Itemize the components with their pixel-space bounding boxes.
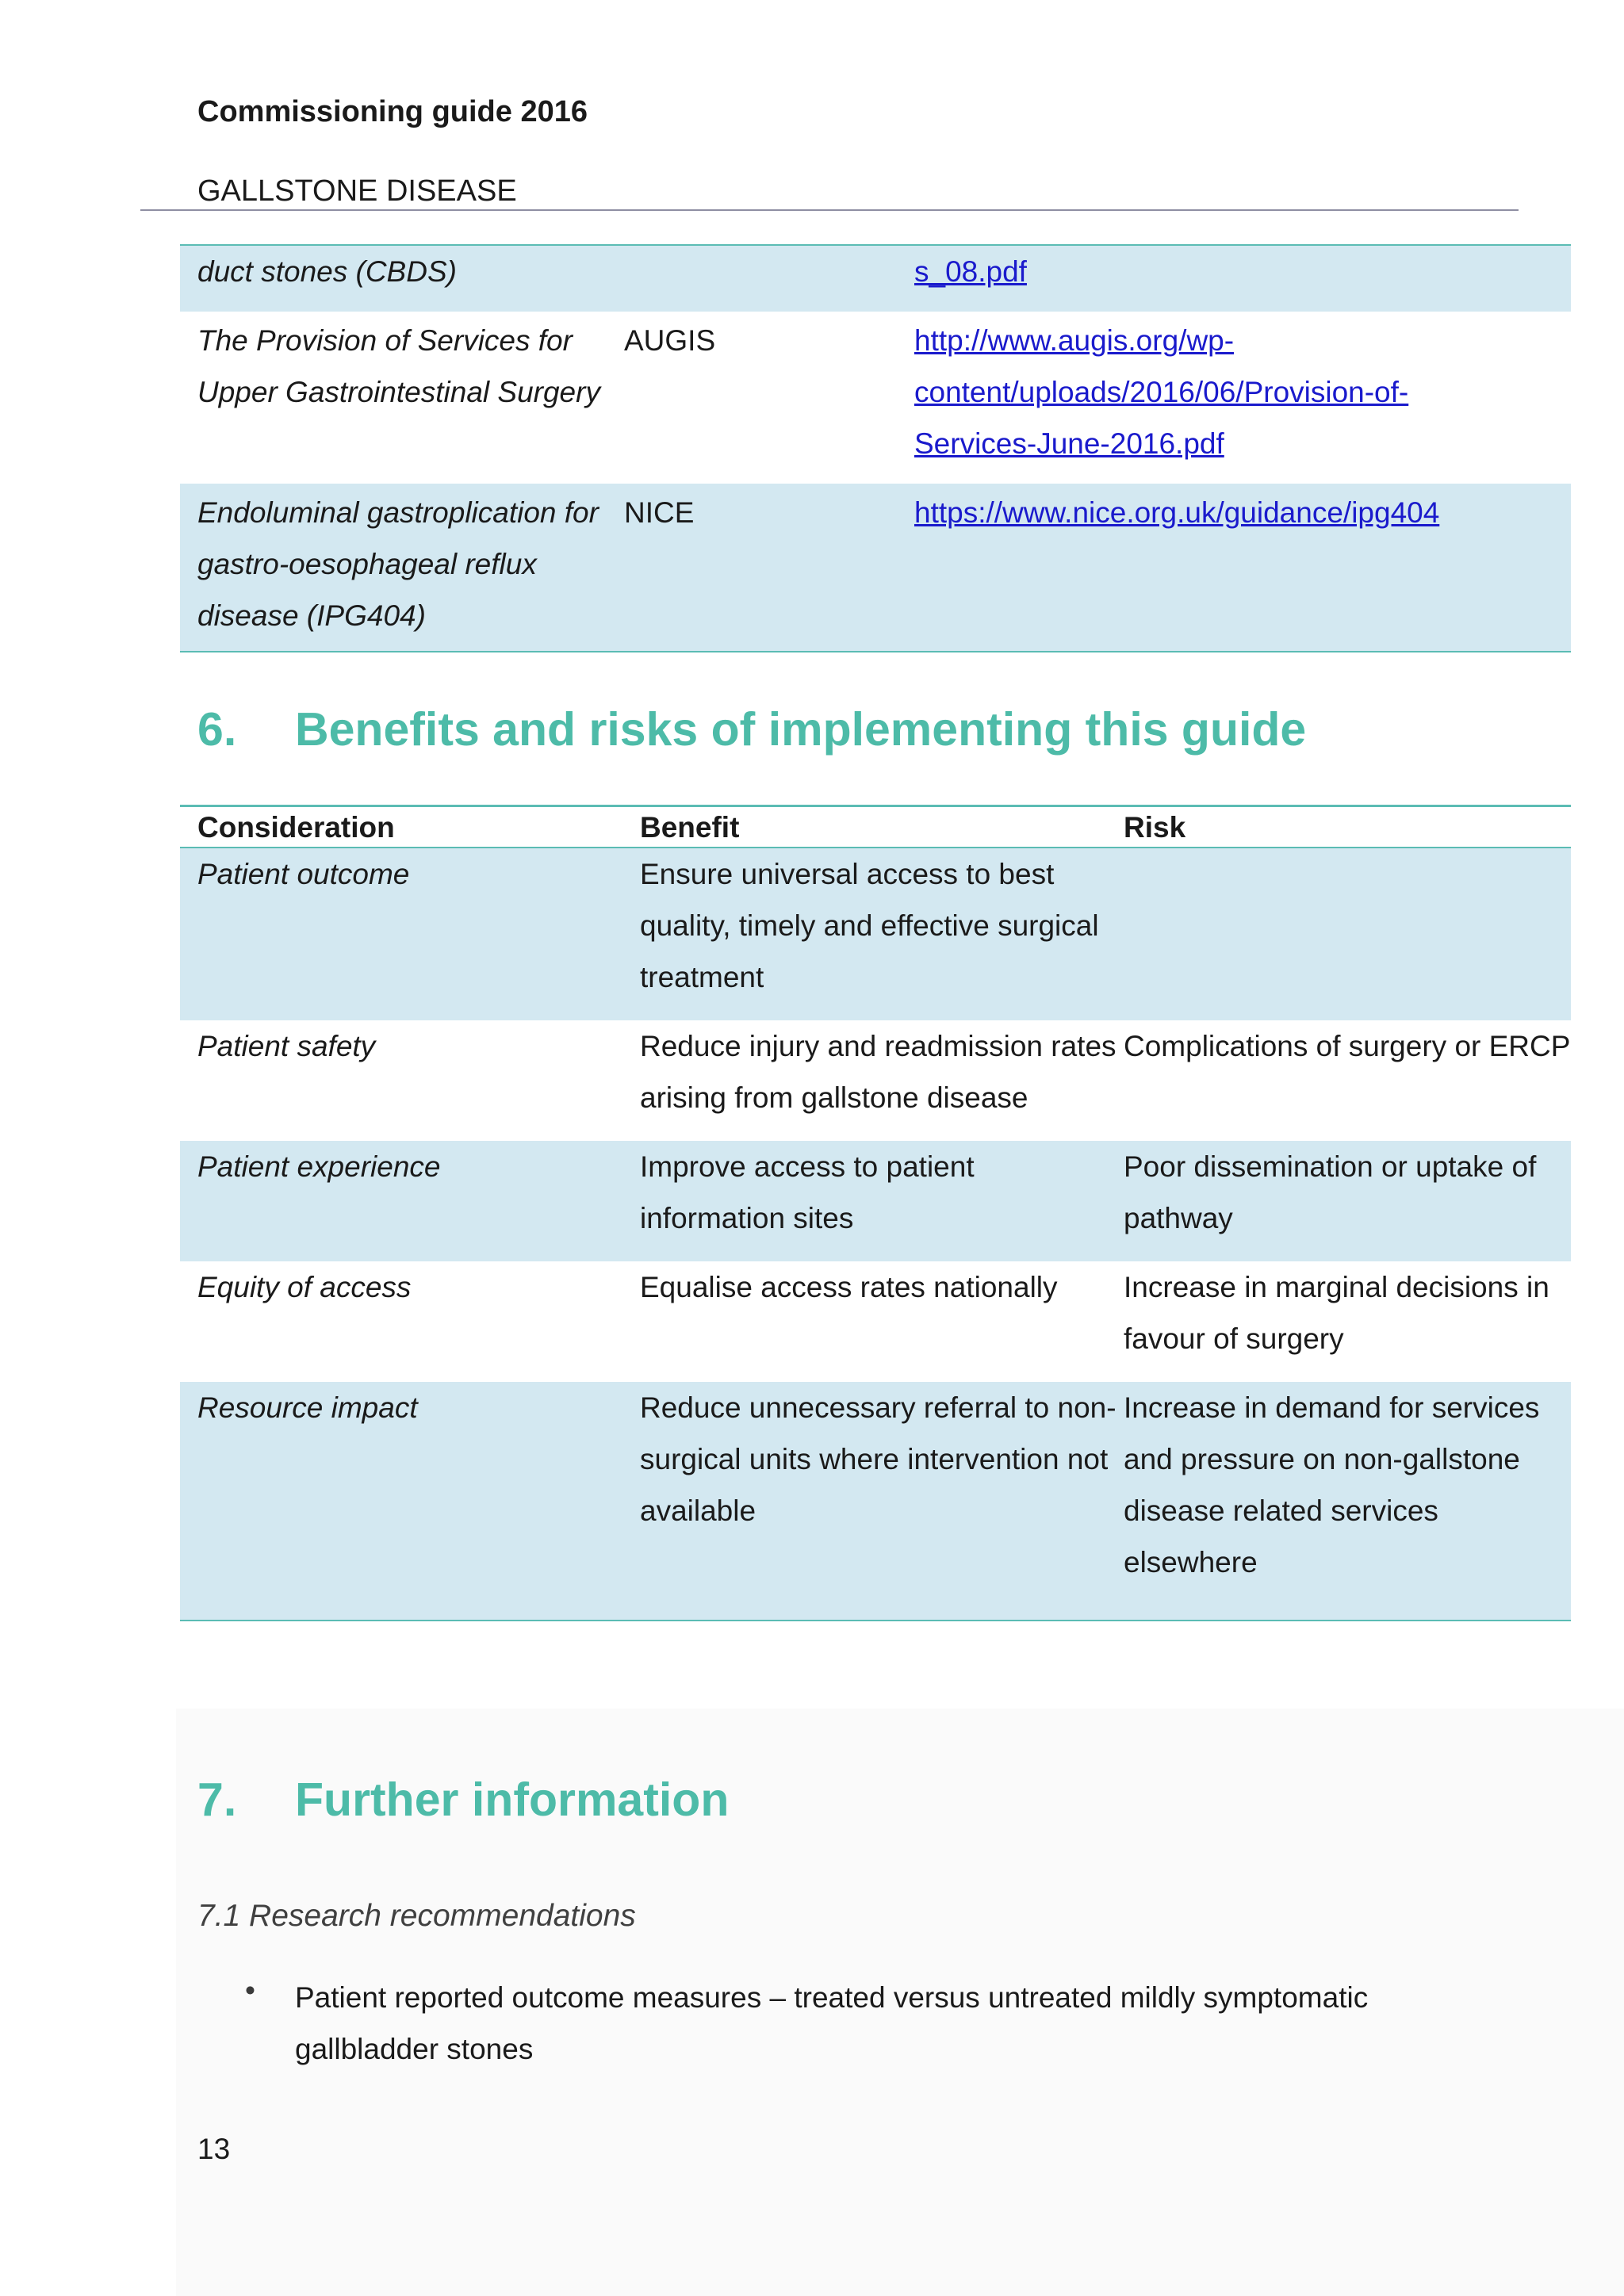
benefits-risks-table [180, 805, 1571, 1621]
document-title: Commissioning guide 2016 [197, 95, 588, 128]
section-7-heading [197, 1773, 729, 1827]
benefit-cell: Ensure universal access to best quality, timely and effective surgical treatment [640, 848, 1124, 1020]
subsection-heading: 7.1 Research recommendations [197, 1899, 636, 1933]
references-table [180, 244, 1571, 652]
reference-title: Endoluminal gastroplication for gastro-oesophageal reflux disease (IPG404) [180, 484, 624, 652]
consideration-cell: Patient experience [180, 1141, 640, 1261]
table-header-row [180, 806, 1571, 848]
link-line: content/uploads/2016/06/Provision-of- [914, 376, 1409, 408]
document-subtitle: GALLSTONE DISEASE [197, 174, 517, 208]
section-number: 7. [197, 1774, 237, 1826]
section-title: Benefits and risks of implementing this guide [295, 703, 1307, 756]
risk-cell: Poor dissemination or uptake of pathway [1124, 1141, 1571, 1261]
bullet-marker: • [245, 1974, 255, 2007]
table-row [180, 1141, 1571, 1261]
table-row [180, 312, 1571, 484]
risk-cell: Increase in demand for services and pressure on non-gallstone disease related services elsewhere [1124, 1382, 1571, 1621]
list-item: Patient reported outcome measures – treated versus untreated mildly symptomatic gallbladder stones [295, 1981, 1369, 2065]
table-row [180, 1261, 1571, 1382]
table-row [180, 848, 1571, 1020]
reference-organisation: AUGIS [624, 324, 716, 357]
reference-link-cell [914, 484, 1571, 652]
table-row [180, 484, 1571, 652]
table-row [180, 1020, 1571, 1141]
benefit-cell: Equalise access rates nationally [640, 1271, 1058, 1303]
reference-link-cell [914, 245, 1571, 312]
benefit-cell: Improve access to patient information sites [640, 1141, 1124, 1261]
risk-cell: Complications of surgery or ERCP [1124, 1030, 1571, 1062]
section-title: Further information [295, 1774, 730, 1826]
table-row [180, 245, 1571, 312]
consideration-cell: Patient safety [197, 1030, 376, 1062]
risk-cell: Increase in marginal decisions in favour of surgery [1124, 1271, 1549, 1355]
reference-link[interactable]: s_08.pdf [914, 255, 1027, 288]
column-header-consideration: Consideration [180, 806, 640, 848]
reference-link-cell [914, 312, 1571, 484]
risk-cell [1124, 848, 1571, 1020]
page-number: 13 [197, 2133, 231, 2165]
reference-organisation [624, 245, 914, 312]
benefit-cell: Reduce unnecessary referral to non-surgical units where intervention not available [640, 1382, 1124, 1621]
table-row [180, 1382, 1571, 1621]
consideration-cell: Resource impact [180, 1382, 640, 1621]
column-header-benefit: Benefit [640, 806, 1124, 848]
section-number: 6. [197, 703, 237, 756]
column-header-risk: Risk [1124, 806, 1571, 848]
reference-link[interactable] [914, 324, 1408, 460]
consideration-cell: Patient outcome [180, 848, 640, 1020]
reference-title: The Provision of Services for Upper Gastrointestinal Surgery [197, 324, 600, 408]
link-line: Services-June-2016.pdf [914, 427, 1224, 460]
benefit-cell: Reduce injury and readmission rates arising from gallstone disease [640, 1030, 1116, 1114]
consideration-cell: Equity of access [197, 1271, 412, 1303]
reference-title: duct stones (CBDS) [180, 245, 624, 312]
section-6-heading [197, 702, 1306, 756]
link-line: http://www.augis.org/wp- [914, 324, 1235, 357]
reference-organisation: NICE [624, 484, 914, 652]
reference-link[interactable]: https://www.nice.org.uk/guidance/ipg404 [914, 496, 1440, 529]
header-divider [140, 209, 1519, 211]
